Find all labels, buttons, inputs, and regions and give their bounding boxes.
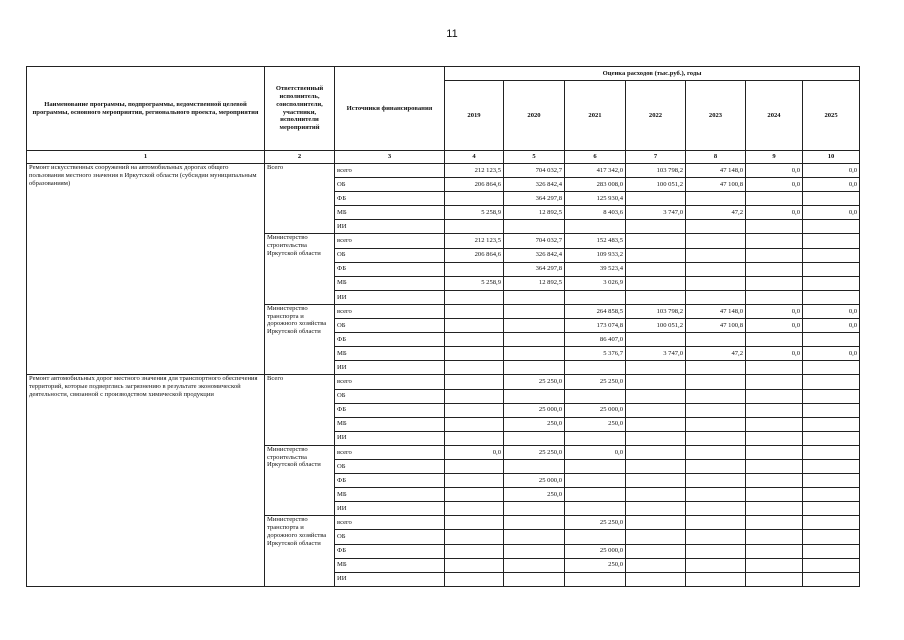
executor-name: Министерство строительства Иркутской области [265, 445, 335, 515]
amount-cell [686, 417, 746, 431]
amount-cell: 0,0 [746, 304, 803, 318]
amount-cell [565, 431, 626, 445]
funding-source: ИИ [335, 290, 445, 304]
amount-cell [803, 403, 860, 417]
amount-cell [803, 530, 860, 544]
amount-cell: 5 258,9 [445, 206, 504, 220]
amount-cell [803, 290, 860, 304]
measure-name: Ремонт искусственных сооружений на автомобильных дорогах общего пользования местного значения в Иркутской области (субсидии муниципальным образованиям) [27, 164, 265, 375]
amount-cell: 47 100,8 [686, 319, 746, 333]
amount-cell [686, 333, 746, 347]
amount-cell [626, 417, 686, 431]
amount-cell: 47 100,8 [686, 178, 746, 192]
amount-cell [445, 389, 504, 403]
amount-cell: 704 032,7 [504, 234, 565, 248]
amount-cell: 0,0 [746, 347, 803, 361]
amount-cell [626, 572, 686, 586]
amount-cell [504, 502, 565, 516]
amount-cell [504, 361, 565, 375]
amount-cell [504, 558, 565, 572]
funding-source: ИИ [335, 220, 445, 234]
funding-source: ИИ [335, 572, 445, 586]
amount-cell [626, 248, 686, 262]
amount-cell [746, 333, 803, 347]
amount-cell [445, 319, 504, 333]
amount-cell [686, 389, 746, 403]
amount-cell [445, 572, 504, 586]
amount-cell [565, 361, 626, 375]
amount-cell [504, 530, 565, 544]
column-number: 9 [746, 151, 803, 164]
amount-cell [626, 375, 686, 389]
header-year: 2020 [504, 81, 565, 151]
amount-cell: 3 747,0 [626, 347, 686, 361]
amount-cell [686, 262, 746, 276]
amount-cell [445, 403, 504, 417]
amount-cell: 704 032,7 [504, 164, 565, 178]
amount-cell: 173 074,8 [565, 319, 626, 333]
amount-cell [565, 502, 626, 516]
amount-cell [803, 361, 860, 375]
amount-cell: 417 342,0 [565, 164, 626, 178]
amount-cell [803, 474, 860, 488]
funding-source: МБ [335, 488, 445, 502]
funding-source: ОБ [335, 530, 445, 544]
amount-cell [803, 375, 860, 389]
amount-cell: 0,0 [803, 164, 860, 178]
amount-cell: 0,0 [746, 178, 803, 192]
amount-cell: 326 842,4 [504, 178, 565, 192]
table-header [27, 67, 860, 164]
amount-cell: 326 842,4 [504, 248, 565, 262]
amount-cell [803, 417, 860, 431]
amount-cell: 39 523,4 [565, 262, 626, 276]
column-number: 8 [686, 151, 746, 164]
amount-cell [746, 248, 803, 262]
amount-cell [626, 488, 686, 502]
amount-cell [626, 389, 686, 403]
table-row [27, 375, 860, 389]
amount-cell [746, 361, 803, 375]
amount-cell [565, 572, 626, 586]
amount-cell: 5 376,7 [565, 347, 626, 361]
amount-cell: 0,0 [565, 445, 626, 459]
amount-cell [803, 248, 860, 262]
amount-cell [626, 445, 686, 459]
page-number: 11 [446, 28, 458, 40]
amount-cell [626, 558, 686, 572]
header-estimate: Оценка расходов (тыс.руб.), годы [445, 67, 860, 81]
amount-cell: 25 250,0 [565, 375, 626, 389]
executor-name: Министерство транспорта и дорожного хозяйства Иркутской области [265, 304, 335, 374]
amount-cell [686, 516, 746, 530]
funding-source: ИИ [335, 361, 445, 375]
amount-cell [565, 474, 626, 488]
executor-name: Всего [265, 375, 335, 445]
funding-source: ФБ [335, 192, 445, 206]
funding-source: ОБ [335, 459, 445, 473]
funding-source: ОБ [335, 319, 445, 333]
amount-cell [686, 431, 746, 445]
amount-cell [445, 558, 504, 572]
column-number-row [27, 151, 860, 164]
amount-cell: 47 148,0 [686, 164, 746, 178]
amount-cell [803, 488, 860, 502]
header-year: 2023 [686, 81, 746, 151]
funding-source: всего [335, 445, 445, 459]
amount-cell [626, 474, 686, 488]
amount-cell [686, 530, 746, 544]
amount-cell: 0,0 [746, 206, 803, 220]
column-number: 4 [445, 151, 504, 164]
amount-cell: 250,0 [565, 417, 626, 431]
amount-cell [803, 192, 860, 206]
amount-cell: 0,0 [803, 319, 860, 333]
amount-cell: 25 000,0 [565, 403, 626, 417]
amount-cell [565, 389, 626, 403]
amount-cell [803, 431, 860, 445]
amount-cell [686, 403, 746, 417]
amount-cell [686, 234, 746, 248]
amount-cell [746, 431, 803, 445]
amount-cell: 364 297,8 [504, 192, 565, 206]
amount-cell: 212 123,5 [445, 164, 504, 178]
amount-cell [746, 290, 803, 304]
header-year: 2022 [626, 81, 686, 151]
amount-cell [746, 220, 803, 234]
amount-cell: 212 123,5 [445, 234, 504, 248]
amount-cell [746, 417, 803, 431]
amount-cell [445, 220, 504, 234]
amount-cell: 5 258,9 [445, 276, 504, 290]
amount-cell [504, 220, 565, 234]
amount-cell [504, 304, 565, 318]
amount-cell: 25 250,0 [565, 516, 626, 530]
amount-cell [445, 375, 504, 389]
amount-cell [803, 516, 860, 530]
amount-cell [746, 375, 803, 389]
executor-name: Всего [265, 164, 335, 234]
funding-source: МБ [335, 276, 445, 290]
amount-cell [504, 333, 565, 347]
amount-cell [626, 361, 686, 375]
amount-cell [746, 488, 803, 502]
amount-cell: 3 026,9 [565, 276, 626, 290]
amount-cell [803, 502, 860, 516]
amount-cell [445, 333, 504, 347]
amount-cell [504, 389, 565, 403]
column-number: 6 [565, 151, 626, 164]
amount-cell [445, 502, 504, 516]
header-executor-col: Ответственный исполнитель, соисполнители, участники, исполнители мероприятий [265, 67, 335, 151]
amount-cell: 250,0 [565, 558, 626, 572]
funding-source: МБ [335, 347, 445, 361]
amount-cell [626, 516, 686, 530]
measure-name: Ремонт автомобильных дорог местного значения для транспортного обеспечения территорий, которые подверглись загрязнению в результате экономической деятельности, связанной с производством химической продукции [27, 375, 265, 586]
amount-cell [626, 544, 686, 558]
amount-cell [803, 262, 860, 276]
amount-cell: 47,2 [686, 347, 746, 361]
funding-source: ФБ [335, 544, 445, 558]
funding-source: МБ [335, 558, 445, 572]
amount-cell: 152 483,5 [565, 234, 626, 248]
header-source-col: Источники финансирования [335, 67, 445, 151]
amount-cell [746, 530, 803, 544]
amount-cell [803, 544, 860, 558]
executor-name: Министерство строительства Иркутской области [265, 234, 335, 304]
column-number: 1 [27, 151, 265, 164]
funding-source: ИИ [335, 431, 445, 445]
amount-cell: 0,0 [803, 304, 860, 318]
amount-cell [445, 516, 504, 530]
amount-cell [686, 375, 746, 389]
amount-cell [445, 262, 504, 276]
amount-cell [626, 403, 686, 417]
amount-cell [686, 502, 746, 516]
header-year: 2021 [565, 81, 626, 151]
amount-cell: 47 148,0 [686, 304, 746, 318]
amount-cell [445, 488, 504, 502]
amount-cell: 25 250,0 [504, 375, 565, 389]
amount-cell [504, 516, 565, 530]
funding-source: всего [335, 516, 445, 530]
amount-cell [686, 290, 746, 304]
amount-cell [686, 276, 746, 290]
amount-cell [746, 234, 803, 248]
amount-cell [504, 544, 565, 558]
amount-cell [504, 290, 565, 304]
amount-cell [686, 459, 746, 473]
amount-cell: 109 933,2 [565, 248, 626, 262]
amount-cell [445, 304, 504, 318]
amount-cell [445, 431, 504, 445]
amount-cell [686, 474, 746, 488]
amount-cell: 86 407,0 [565, 333, 626, 347]
amount-cell: 364 297,8 [504, 262, 565, 276]
funding-source: всего [335, 304, 445, 318]
amount-cell [746, 403, 803, 417]
amount-cell: 0,0 [746, 319, 803, 333]
amount-cell [445, 474, 504, 488]
amount-cell: 206 864,6 [445, 248, 504, 262]
column-number: 3 [335, 151, 445, 164]
amount-cell [803, 333, 860, 347]
amount-cell: 0,0 [803, 206, 860, 220]
amount-cell [626, 276, 686, 290]
amount-cell [803, 389, 860, 403]
amount-cell [686, 248, 746, 262]
amount-cell: 8 403,6 [565, 206, 626, 220]
amount-cell [626, 459, 686, 473]
amount-cell [445, 290, 504, 304]
amount-cell [686, 544, 746, 558]
amount-cell [504, 572, 565, 586]
amount-cell [746, 544, 803, 558]
amount-cell [803, 276, 860, 290]
amount-cell: 283 008,0 [565, 178, 626, 192]
amount-cell [445, 192, 504, 206]
amount-cell [626, 290, 686, 304]
header-name-col: Наименование программы, подпрограммы, ведомственной целевой программы, основного мероприятия, регионального проекта, мероприятия [27, 67, 265, 151]
funding-source: МБ [335, 206, 445, 220]
funding-source: ОБ [335, 389, 445, 403]
amount-cell [686, 220, 746, 234]
amount-cell [626, 431, 686, 445]
amount-cell [626, 502, 686, 516]
amount-cell: 264 858,5 [565, 304, 626, 318]
amount-cell [626, 530, 686, 544]
amount-cell: 25 000,0 [504, 474, 565, 488]
amount-cell [746, 445, 803, 459]
amount-cell [445, 347, 504, 361]
budget-table [26, 66, 860, 587]
amount-cell [626, 192, 686, 206]
amount-cell [504, 347, 565, 361]
amount-cell [626, 262, 686, 276]
amount-cell [803, 459, 860, 473]
amount-cell [565, 530, 626, 544]
amount-cell: 25 000,0 [565, 544, 626, 558]
amount-cell [565, 459, 626, 473]
header-year: 2024 [746, 81, 803, 151]
amount-cell: 12 892,5 [504, 276, 565, 290]
funding-source: всего [335, 164, 445, 178]
amount-cell [746, 459, 803, 473]
funding-source: всего [335, 375, 445, 389]
amount-cell [686, 361, 746, 375]
amount-cell [686, 558, 746, 572]
amount-cell [686, 445, 746, 459]
amount-cell [504, 431, 565, 445]
amount-cell [445, 544, 504, 558]
funding-source: всего [335, 234, 445, 248]
column-number: 2 [265, 151, 335, 164]
amount-cell: 25 250,0 [504, 445, 565, 459]
funding-source: ОБ [335, 248, 445, 262]
amount-cell [445, 361, 504, 375]
amount-cell [445, 530, 504, 544]
header-year: 2019 [445, 81, 504, 151]
amount-cell: 103 798,2 [626, 304, 686, 318]
amount-cell [686, 572, 746, 586]
amount-cell [746, 502, 803, 516]
amount-cell: 25 000,0 [504, 403, 565, 417]
amount-cell: 100 051,2 [626, 319, 686, 333]
amount-cell [445, 459, 504, 473]
funding-source: ИИ [335, 502, 445, 516]
funding-source: ОБ [335, 178, 445, 192]
amount-cell [565, 290, 626, 304]
table-row [27, 164, 860, 178]
amount-cell: 12 892,5 [504, 206, 565, 220]
amount-cell [504, 319, 565, 333]
amount-cell [746, 516, 803, 530]
funding-source: ФБ [335, 262, 445, 276]
amount-cell [746, 558, 803, 572]
amount-cell [746, 389, 803, 403]
column-number: 5 [504, 151, 565, 164]
amount-cell [803, 234, 860, 248]
amount-cell: 206 864,6 [445, 178, 504, 192]
amount-cell [746, 474, 803, 488]
amount-cell [803, 572, 860, 586]
amount-cell [803, 445, 860, 459]
amount-cell: 0,0 [746, 164, 803, 178]
funding-source: ФБ [335, 333, 445, 347]
column-number: 7 [626, 151, 686, 164]
amount-cell: 250,0 [504, 417, 565, 431]
amount-cell [626, 220, 686, 234]
amount-cell: 47,2 [686, 206, 746, 220]
funding-source: МБ [335, 417, 445, 431]
amount-cell: 0,0 [803, 178, 860, 192]
amount-cell: 0,0 [803, 347, 860, 361]
amount-cell [445, 417, 504, 431]
amount-cell: 0,0 [445, 445, 504, 459]
executor-name: Министерство транспорта и дорожного хозяйства Иркутской области [265, 516, 335, 586]
amount-cell: 103 798,2 [626, 164, 686, 178]
amount-cell: 125 930,4 [565, 192, 626, 206]
funding-source: ФБ [335, 474, 445, 488]
amount-cell [626, 234, 686, 248]
header-year: 2025 [803, 81, 860, 151]
amount-cell [565, 220, 626, 234]
amount-cell [504, 459, 565, 473]
amount-cell: 250,0 [504, 488, 565, 502]
amount-cell [746, 572, 803, 586]
amount-cell: 3 747,0 [626, 206, 686, 220]
amount-cell [626, 333, 686, 347]
amount-cell: 100 051,2 [626, 178, 686, 192]
table-body [27, 164, 860, 587]
amount-cell [746, 192, 803, 206]
amount-cell [565, 488, 626, 502]
amount-cell [746, 276, 803, 290]
column-number: 10 [803, 151, 860, 164]
amount-cell [686, 192, 746, 206]
funding-source: ФБ [335, 403, 445, 417]
amount-cell [803, 558, 860, 572]
amount-cell [803, 220, 860, 234]
amount-cell [686, 488, 746, 502]
amount-cell [746, 262, 803, 276]
